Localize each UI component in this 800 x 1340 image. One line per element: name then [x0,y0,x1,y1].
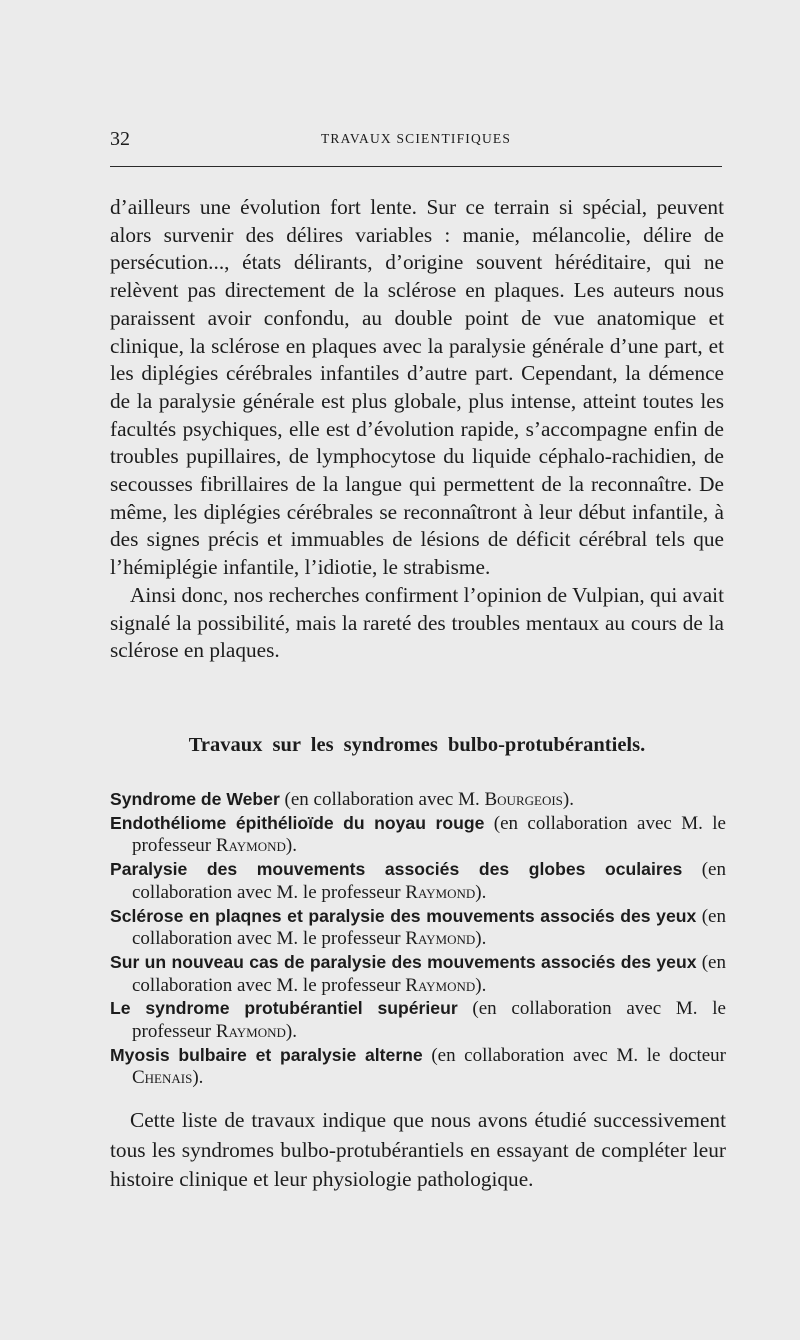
entry-collaboration: (en collaboration avec M. le professeur [132,951,726,996]
bibliography-entry [110,997,726,1043]
page-header [110,126,722,156]
entry-title: Le syndrome protubérantiel supérieur [110,998,458,1019]
paragraph: d’ailleurs une évolution fort lente. Sur ce terrain si spécial, peuvent alors survenir des délires variables : manie, mélancolie, délire de persécution..., états délirants, d’origine souvent héréditaire, qui ne relèvent pas directement de la sclérose en plaques. Les auteurs nous paraissent avoir confondu, au double point de vue anatomique et clinique, la sclérose en plaques avec la paralysie générale d’une part, et les diplégies cérébrales infantiles d’autre part. Cependant, la démence de la paralysie générale est plus globale, plus intense, atteint toutes les facultés psychiques, elle est d’évolution rapide, s’accompagne enfin de troubles pupillaires, de lymphocytose du liquide céphalo-rachidien, de secousses fibrillaires de la langue qui permettent de la reconnaître. De même, les diplégies cérébrales se reconnaîtront à leur début infantile, à des signes précis et immuables de lésions de déficit cérébral tels que l’hémiplégie infantile, l’idiotie, le strabisme. [110,195,724,580]
entry-collaborator: Chenais [132,1067,193,1089]
entry-collaboration: (en collaboration avec M. le professeur [132,998,726,1043]
entry-end: ). [192,1067,204,1089]
entry-collaboration: (en collaboration avec M. le professeur [132,905,726,950]
body-text [110,194,724,665]
entry-collaboration: (en collaboration avec M. le professeur [132,859,726,903]
paragraph: Ainsi donc, nos recherches confirment l’opinion de Vulpian, qui avait signalé la possibilité, mais la rareté des troubles mentaux au cours de la sclérose en plaques. [110,582,724,663]
entry-collaborator: Raymond [215,1021,286,1043]
entry-title: Sur un nouveau cas de paralysie des mouvements associés des yeux [110,951,697,972]
bibliography-entry [110,1044,726,1090]
running-title: TRAVAUX SCIENTIFIQUES [320,131,512,146]
bibliography-entry [110,812,726,858]
bibliography-list [110,788,726,1090]
entry-title: Paralysie des mouvements associés des globes oculaires [110,859,683,880]
bibliography-entry [110,858,726,904]
entry-end: ). [475,974,487,996]
entry-title: Sclérose en plaqnes et paralysie des mouvements associés des yeux [110,905,697,926]
section-heading: Travaux sur les syndromes bulbo-protubérantiels. [188,734,646,756]
entry-collaborator: Raymond [405,881,476,903]
entry-end: ). [562,789,574,810]
header-rule [110,166,722,167]
entry-title: Endothéliome épithélioïde du noyau rouge [110,812,485,833]
entry-collaboration: (en collaboration avec M. le professeur [132,812,726,857]
entry-title: Syndrome de Weber [110,789,280,809]
entry-end: ). [285,835,297,857]
entry-collaborator: Raymond [405,928,476,950]
entry-title: Myosis bulbaire et paralysie alterne [110,1044,423,1065]
entry-collaborator: Raymond [405,974,476,996]
page-number: 32 [110,128,130,150]
closing-paragraph: Cette liste de travaux indique que nous avons étudié successivement tous les syndromes bulbo-protubérantiels en essayant de compléter leur histoire clinique et leur physiologie pathologique. [110,1108,726,1191]
bibliography-entry [110,788,726,812]
bibliography-entry [110,905,726,951]
entry-collaborator: Bourgeois [484,789,563,810]
entry-end: ). [285,1021,297,1043]
entry-end: ). [475,881,487,903]
entry-collaborator: Raymond [215,835,286,857]
entry-end: ). [475,928,487,950]
bibliography-entry [110,951,726,997]
entry-collaboration: (en collaboration avec M. [279,789,485,810]
entry-collaboration: (en collaboration avec M. le docteur [422,1044,726,1066]
